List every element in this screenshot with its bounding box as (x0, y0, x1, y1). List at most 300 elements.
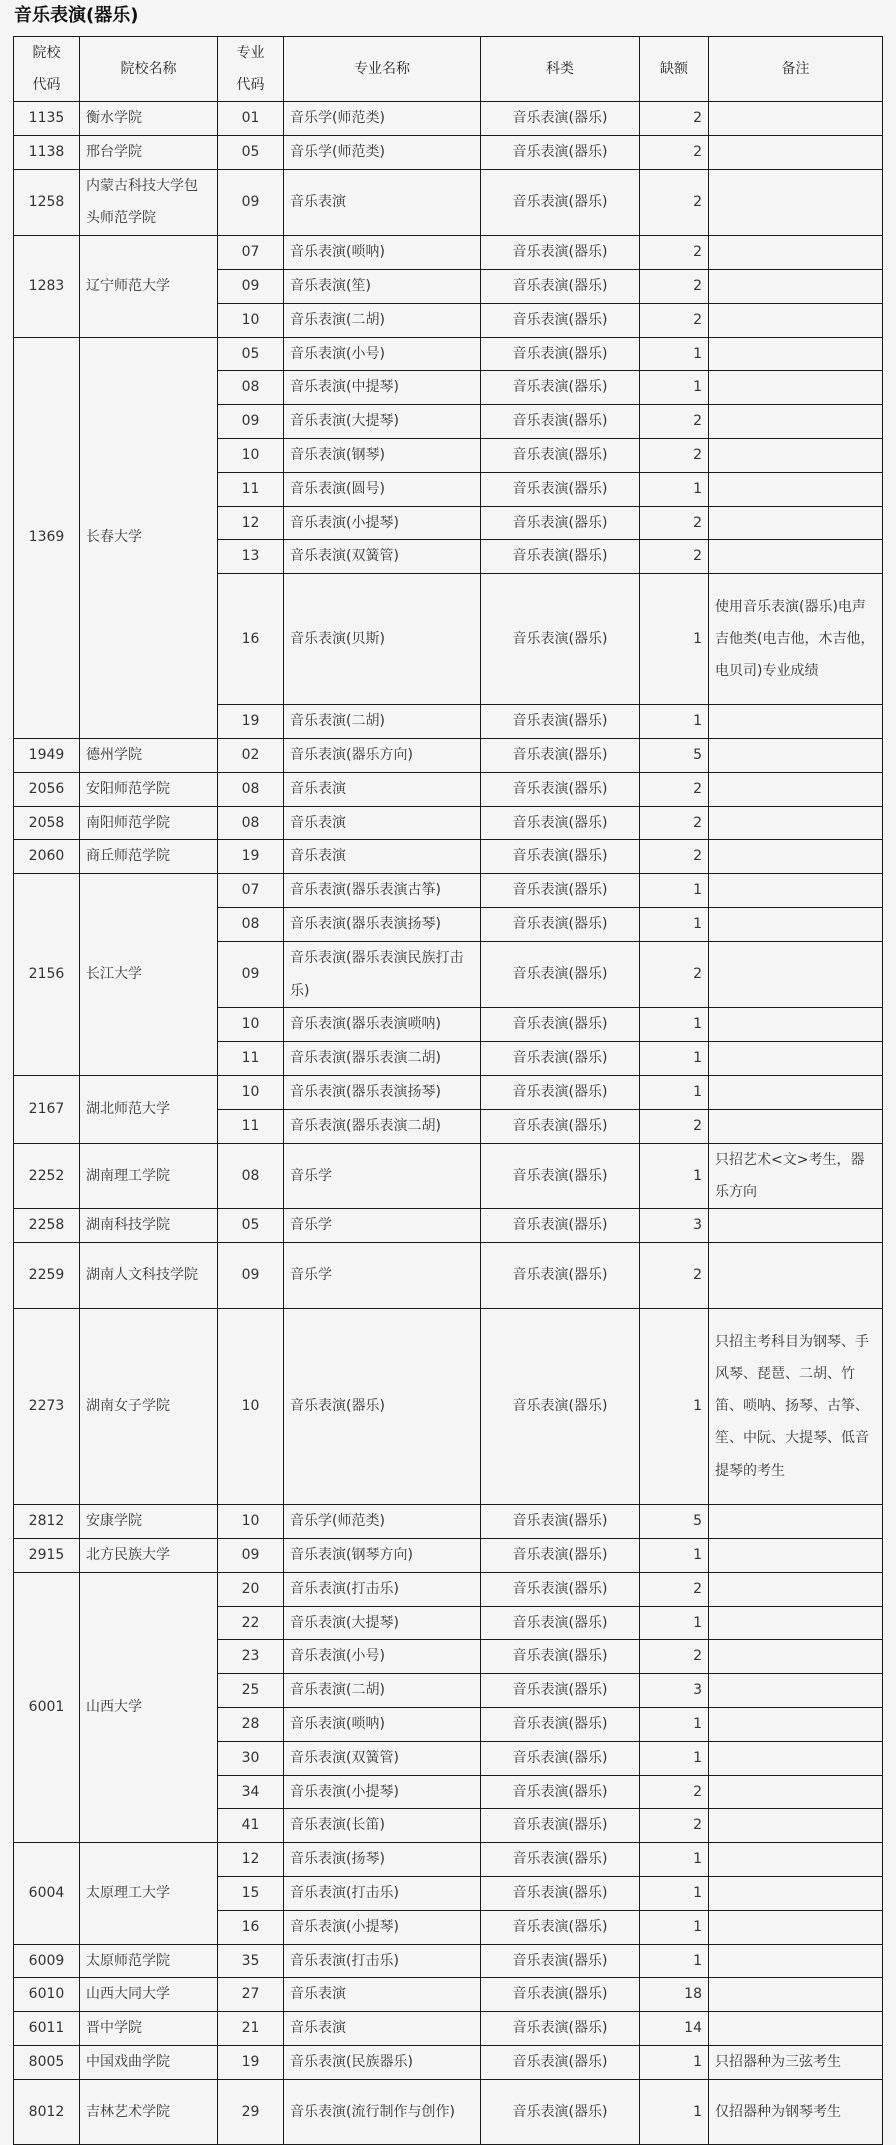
table-row (14, 1505, 883, 1539)
school-name: 安阳师范学院 (80, 772, 218, 806)
note (709, 337, 883, 371)
category: 音乐表演(器乐) (481, 1741, 640, 1775)
school-name: 衡水学院 (80, 102, 218, 136)
major-name: 音乐表演(圆号) (284, 472, 481, 506)
major-name: 音乐表演(钢琴方向) (284, 1538, 481, 1572)
major-code: 19 (218, 2045, 284, 2079)
major-name: 音乐表演(器乐表演唢呐) (284, 1008, 481, 1042)
note (709, 1538, 883, 1572)
school-code: 6004 (14, 1843, 80, 1944)
note (709, 1910, 883, 1944)
header-major-code (218, 37, 284, 102)
header-school-code (14, 37, 80, 102)
vacancy: 2 (640, 1809, 709, 1843)
category: 音乐表演(器乐) (481, 1572, 640, 1606)
vacancy: 2 (640, 1572, 709, 1606)
vacancy: 1 (640, 1910, 709, 1944)
major-code: 05 (218, 1209, 284, 1243)
table-row (14, 1944, 883, 1978)
category: 音乐表演(器乐) (481, 1944, 640, 1978)
school-name: 南阳师范学院 (80, 806, 218, 840)
school-name: 湖南科技学院 (80, 1209, 218, 1243)
note (709, 1674, 883, 1708)
major-name: 音乐表演(器乐) (284, 1308, 481, 1505)
note (709, 371, 883, 405)
vacancy: 1 (640, 874, 709, 908)
school-code: 8012 (14, 2079, 80, 2145)
major-code: 12 (218, 1843, 284, 1877)
vacancy: 1 (640, 1606, 709, 1640)
note (709, 1242, 883, 1308)
category: 音乐表演(器乐) (481, 874, 640, 908)
note: 使用音乐表演(器乐)电声吉他类(电吉他，木吉他，电贝司)专业成绩 (709, 574, 883, 705)
category: 音乐表演(器乐) (481, 1910, 640, 1944)
category: 音乐表演(器乐) (481, 1876, 640, 1910)
note: 只招器种为三弦考生 (709, 2045, 883, 2079)
major-code: 10 (218, 1076, 284, 1110)
category: 音乐表演(器乐) (481, 908, 640, 942)
note (709, 102, 883, 136)
category: 音乐表演(器乐) (481, 102, 640, 136)
table-row (14, 1209, 883, 1243)
major-code: 34 (218, 1775, 284, 1809)
category: 音乐表演(器乐) (481, 405, 640, 439)
school-name: 德州学院 (80, 739, 218, 773)
table-row (14, 1242, 883, 1308)
table-row (14, 2045, 883, 2079)
major-code: 08 (218, 908, 284, 942)
header-school-code-line1: 院校 (32, 45, 61, 61)
major-code: 19 (218, 705, 284, 739)
school-name: 长春大学 (80, 337, 218, 738)
major-name: 音乐表演(打击乐) (284, 1876, 481, 1910)
major-name: 音乐表演(民族器乐) (284, 2045, 481, 2079)
vacancy: 1 (640, 1008, 709, 1042)
note (709, 269, 883, 303)
table-row (14, 102, 883, 136)
school-name: 吉林艺术学院 (80, 2079, 218, 2145)
vacancy: 1 (640, 1538, 709, 1572)
page-title: 音乐表演(器乐) (14, 5, 139, 26)
category: 音乐表演(器乐) (481, 1978, 640, 2012)
table-row (14, 1978, 883, 2012)
major-code: 25 (218, 1674, 284, 1708)
vacancy: 14 (640, 2012, 709, 2046)
note (709, 405, 883, 439)
vacancy: 1 (640, 2045, 709, 2079)
table-row (14, 1538, 883, 1572)
major-name: 音乐表演(大提琴) (284, 1606, 481, 1640)
category: 音乐表演(器乐) (481, 1674, 640, 1708)
major-code: 09 (218, 1538, 284, 1572)
category: 音乐表演(器乐) (481, 236, 640, 270)
table-row (14, 806, 883, 840)
major-name: 音乐表演 (284, 169, 481, 236)
school-name: 商丘师范学院 (80, 840, 218, 874)
vacancy: 5 (640, 739, 709, 773)
note (709, 1042, 883, 1076)
school-code: 8005 (14, 2045, 80, 2079)
table-row (14, 1143, 883, 1209)
major-code: 10 (218, 1505, 284, 1539)
vacancy: 1 (640, 1944, 709, 1978)
major-code: 11 (218, 1109, 284, 1143)
vacancy: 2 (640, 405, 709, 439)
major-code: 19 (218, 840, 284, 874)
note (709, 236, 883, 270)
major-code: 08 (218, 1143, 284, 1209)
table-row (14, 1308, 883, 1505)
major-code: 10 (218, 303, 284, 337)
major-name: 音乐表演(小号) (284, 1640, 481, 1674)
note (709, 135, 883, 169)
category: 音乐表演(器乐) (481, 2045, 640, 2079)
note (709, 540, 883, 574)
vacancy: 2 (640, 438, 709, 472)
category: 音乐表演(器乐) (481, 705, 640, 739)
note: 只招艺术<文>考生，器乐方向 (709, 1143, 883, 1209)
table-row (14, 337, 883, 371)
category: 音乐表演(器乐) (481, 472, 640, 506)
vacancy: 2 (640, 840, 709, 874)
category: 音乐表演(器乐) (481, 1843, 640, 1877)
major-name: 音乐学(师范类) (284, 135, 481, 169)
major-code: 10 (218, 438, 284, 472)
category: 音乐表演(器乐) (481, 1809, 640, 1843)
major-code: 41 (218, 1809, 284, 1843)
category: 音乐表演(器乐) (481, 1606, 640, 1640)
major-code: 28 (218, 1707, 284, 1741)
note (709, 874, 883, 908)
school-code: 2056 (14, 772, 80, 806)
table-row (14, 874, 883, 908)
category: 音乐表演(器乐) (481, 840, 640, 874)
school-code: 1258 (14, 169, 80, 236)
major-code: 09 (218, 941, 284, 1008)
major-code: 35 (218, 1944, 284, 1978)
major-code: 09 (218, 405, 284, 439)
vacancy: 2 (640, 506, 709, 540)
note (709, 169, 883, 236)
note (709, 1741, 883, 1775)
vacancy: 18 (640, 1978, 709, 2012)
major-name: 音乐表演 (284, 2012, 481, 2046)
major-name: 音乐表演(小提琴) (284, 506, 481, 540)
note (709, 1109, 883, 1143)
vacancy-table (13, 36, 883, 2145)
category: 音乐表演(器乐) (481, 941, 640, 1008)
table-row (14, 840, 883, 874)
vacancy: 1 (640, 371, 709, 405)
vacancy: 5 (640, 1505, 709, 1539)
note (709, 739, 883, 773)
table-body (14, 102, 883, 2145)
vacancy: 2 (640, 102, 709, 136)
note (709, 1978, 883, 2012)
major-code: 23 (218, 1640, 284, 1674)
major-name: 音乐表演(双簧管) (284, 540, 481, 574)
table-row (14, 772, 883, 806)
header-category: 科类 (481, 37, 640, 102)
vacancy: 2 (640, 1775, 709, 1809)
major-code: 12 (218, 506, 284, 540)
school-name: 长江大学 (80, 874, 218, 1076)
major-name: 音乐表演(贝斯) (284, 574, 481, 705)
category: 音乐表演(器乐) (481, 1308, 640, 1505)
note (709, 1076, 883, 1110)
note (709, 506, 883, 540)
vacancy: 1 (640, 472, 709, 506)
vacancy: 2 (640, 303, 709, 337)
category: 音乐表演(器乐) (481, 303, 640, 337)
major-name: 音乐表演(长笛) (284, 1809, 481, 1843)
major-name: 音乐表演(二胡) (284, 1674, 481, 1708)
note (709, 2012, 883, 2046)
vacancy: 1 (640, 908, 709, 942)
major-name: 音乐学 (284, 1242, 481, 1308)
note (709, 908, 883, 942)
school-code: 2258 (14, 1209, 80, 1243)
header-school-code-line2: 代码 (32, 77, 61, 93)
major-name: 音乐表演(器乐表演二胡) (284, 1042, 481, 1076)
major-name: 音乐表演(器乐表演扬琴) (284, 1076, 481, 1110)
vacancy: 2 (640, 806, 709, 840)
category: 音乐表演(器乐) (481, 169, 640, 236)
major-name: 音乐表演(小提琴) (284, 1910, 481, 1944)
category: 音乐表演(器乐) (481, 1076, 640, 1110)
school-code: 6009 (14, 1944, 80, 1978)
vacancy: 1 (640, 1042, 709, 1076)
major-code: 15 (218, 1876, 284, 1910)
header-major-code-line1: 专业 (236, 45, 265, 61)
note (709, 1505, 883, 1539)
major-name: 音乐表演(小号) (284, 337, 481, 371)
major-code: 13 (218, 540, 284, 574)
major-name: 音乐表演 (284, 772, 481, 806)
school-name: 太原理工大学 (80, 1843, 218, 1944)
school-code: 6001 (14, 1572, 80, 1842)
category: 音乐表演(器乐) (481, 1707, 640, 1741)
major-name: 音乐表演(扬琴) (284, 1843, 481, 1877)
note (709, 1843, 883, 1877)
vacancy: 1 (640, 574, 709, 705)
major-name: 音乐表演 (284, 1978, 481, 2012)
vacancy: 2 (640, 1242, 709, 1308)
header-school-name: 院校名称 (80, 37, 218, 102)
school-code: 1369 (14, 337, 80, 738)
note (709, 1606, 883, 1640)
table-row (14, 2012, 883, 2046)
major-name: 音乐表演(大提琴) (284, 405, 481, 439)
school-name: 中国戏曲学院 (80, 2045, 218, 2079)
major-code: 16 (218, 1910, 284, 1944)
vacancy: 1 (640, 2079, 709, 2145)
school-name: 晋中学院 (80, 2012, 218, 2046)
major-code: 30 (218, 1741, 284, 1775)
note (709, 1008, 883, 1042)
school-name: 北方民族大学 (80, 1538, 218, 1572)
major-code: 02 (218, 739, 284, 773)
major-code: 29 (218, 2079, 284, 2145)
major-code: 08 (218, 371, 284, 405)
school-name: 湖南人文科技学院 (80, 1242, 218, 1308)
major-name: 音乐学(师范类) (284, 1505, 481, 1539)
header-note: 备注 (709, 37, 883, 102)
note (709, 840, 883, 874)
category: 音乐表演(器乐) (481, 1008, 640, 1042)
school-code: 1138 (14, 135, 80, 169)
major-code: 09 (218, 269, 284, 303)
note: 只招主考科目为钢琴、手风琴、琵琶、二胡、竹笛、唢呐、扬琴、古筝、笙、中阮、大提琴、低音提琴的考生 (709, 1308, 883, 1505)
school-name: 湖北师范大学 (80, 1076, 218, 1144)
school-code: 2259 (14, 1242, 80, 1308)
major-name: 音乐表演 (284, 806, 481, 840)
vacancy: 2 (640, 540, 709, 574)
major-name: 音乐表演(打击乐) (284, 1572, 481, 1606)
vacancy: 1 (640, 337, 709, 371)
school-code: 2812 (14, 1505, 80, 1539)
major-code: 21 (218, 2012, 284, 2046)
note (709, 705, 883, 739)
vacancy: 1 (640, 705, 709, 739)
vacancy: 1 (640, 1308, 709, 1505)
major-name: 音乐表演(器乐表演二胡) (284, 1109, 481, 1143)
school-code: 2252 (14, 1143, 80, 1209)
school-code: 2167 (14, 1076, 80, 1144)
vacancy: 2 (640, 1109, 709, 1143)
category: 音乐表演(器乐) (481, 269, 640, 303)
category: 音乐表演(器乐) (481, 540, 640, 574)
major-code: 08 (218, 772, 284, 806)
note (709, 1944, 883, 1978)
table-row (14, 236, 883, 270)
vacancy: 2 (640, 135, 709, 169)
vacancy: 1 (640, 1143, 709, 1209)
category: 音乐表演(器乐) (481, 574, 640, 705)
major-code: 20 (218, 1572, 284, 1606)
major-name: 音乐表演(器乐表演扬琴) (284, 908, 481, 942)
school-code: 2915 (14, 1538, 80, 1572)
major-code: 07 (218, 236, 284, 270)
school-name: 山西大同大学 (80, 1978, 218, 2012)
category: 音乐表演(器乐) (481, 1109, 640, 1143)
major-code: 05 (218, 337, 284, 371)
vacancy: 2 (640, 772, 709, 806)
school-code: 2058 (14, 806, 80, 840)
school-name: 山西大学 (80, 1572, 218, 1842)
major-name: 音乐学 (284, 1143, 481, 1209)
note (709, 772, 883, 806)
note (709, 1775, 883, 1809)
major-code: 16 (218, 574, 284, 705)
school-name: 邢台学院 (80, 135, 218, 169)
category: 音乐表演(器乐) (481, 1775, 640, 1809)
vacancy: 2 (640, 236, 709, 270)
major-name: 音乐表演(二胡) (284, 303, 481, 337)
note (709, 806, 883, 840)
school-name: 辽宁师范大学 (80, 236, 218, 337)
vacancy: 3 (640, 1209, 709, 1243)
school-code: 1135 (14, 102, 80, 136)
major-code: 01 (218, 102, 284, 136)
table-row (14, 1843, 883, 1877)
school-name: 内蒙古科技大学包头师范学院 (80, 169, 218, 236)
table-row (14, 2079, 883, 2145)
category: 音乐表演(器乐) (481, 1143, 640, 1209)
note (709, 438, 883, 472)
vacancy: 1 (640, 1843, 709, 1877)
major-name: 音乐表演(流行制作与创作) (284, 2079, 481, 2145)
major-name: 音乐表演(二胡) (284, 705, 481, 739)
category: 音乐表演(器乐) (481, 2079, 640, 2145)
note (709, 1809, 883, 1843)
note (709, 941, 883, 1008)
major-code: 05 (218, 135, 284, 169)
table-row (14, 135, 883, 169)
major-name: 音乐表演(笙) (284, 269, 481, 303)
vacancy: 2 (640, 269, 709, 303)
major-name: 音乐表演(器乐方向) (284, 739, 481, 773)
school-name: 湖南理工学院 (80, 1143, 218, 1209)
major-code: 08 (218, 806, 284, 840)
note (709, 1640, 883, 1674)
major-code: 11 (218, 1042, 284, 1076)
category: 音乐表演(器乐) (481, 1505, 640, 1539)
school-code: 2060 (14, 840, 80, 874)
category: 音乐表演(器乐) (481, 135, 640, 169)
major-code: 10 (218, 1008, 284, 1042)
major-code: 09 (218, 1242, 284, 1308)
category: 音乐表演(器乐) (481, 2012, 640, 2046)
major-code: 11 (218, 472, 284, 506)
school-name: 太原师范学院 (80, 1944, 218, 1978)
major-name: 音乐表演(唢呐) (284, 236, 481, 270)
category: 音乐表演(器乐) (481, 1042, 640, 1076)
school-name: 湖南女子学院 (80, 1308, 218, 1505)
major-name: 音乐学 (284, 1209, 481, 1243)
note (709, 1572, 883, 1606)
category: 音乐表演(器乐) (481, 806, 640, 840)
major-code: 07 (218, 874, 284, 908)
major-code: 10 (218, 1308, 284, 1505)
vacancy: 2 (640, 1640, 709, 1674)
vacancy: 1 (640, 1707, 709, 1741)
major-name: 音乐表演(中提琴) (284, 371, 481, 405)
major-code: 09 (218, 169, 284, 236)
note (709, 303, 883, 337)
major-code: 22 (218, 1606, 284, 1640)
major-name: 音乐表演(打击乐) (284, 1944, 481, 1978)
table-row (14, 1076, 883, 1110)
major-name: 音乐学(师范类) (284, 102, 481, 136)
category: 音乐表演(器乐) (481, 438, 640, 472)
header-major-code-line2: 代码 (236, 77, 265, 93)
header-vacancy: 缺额 (640, 37, 709, 102)
category: 音乐表演(器乐) (481, 739, 640, 773)
vacancy: 3 (640, 1674, 709, 1708)
major-name: 音乐表演(器乐表演民族打击乐) (284, 941, 481, 1008)
table-row (14, 739, 883, 773)
note (709, 1707, 883, 1741)
major-name: 音乐表演(小提琴) (284, 1775, 481, 1809)
category: 音乐表演(器乐) (481, 371, 640, 405)
category: 音乐表演(器乐) (481, 337, 640, 371)
note (709, 472, 883, 506)
school-code: 6011 (14, 2012, 80, 2046)
major-name: 音乐表演(双簧管) (284, 1741, 481, 1775)
school-code: 1283 (14, 236, 80, 337)
vacancy: 2 (640, 941, 709, 1008)
